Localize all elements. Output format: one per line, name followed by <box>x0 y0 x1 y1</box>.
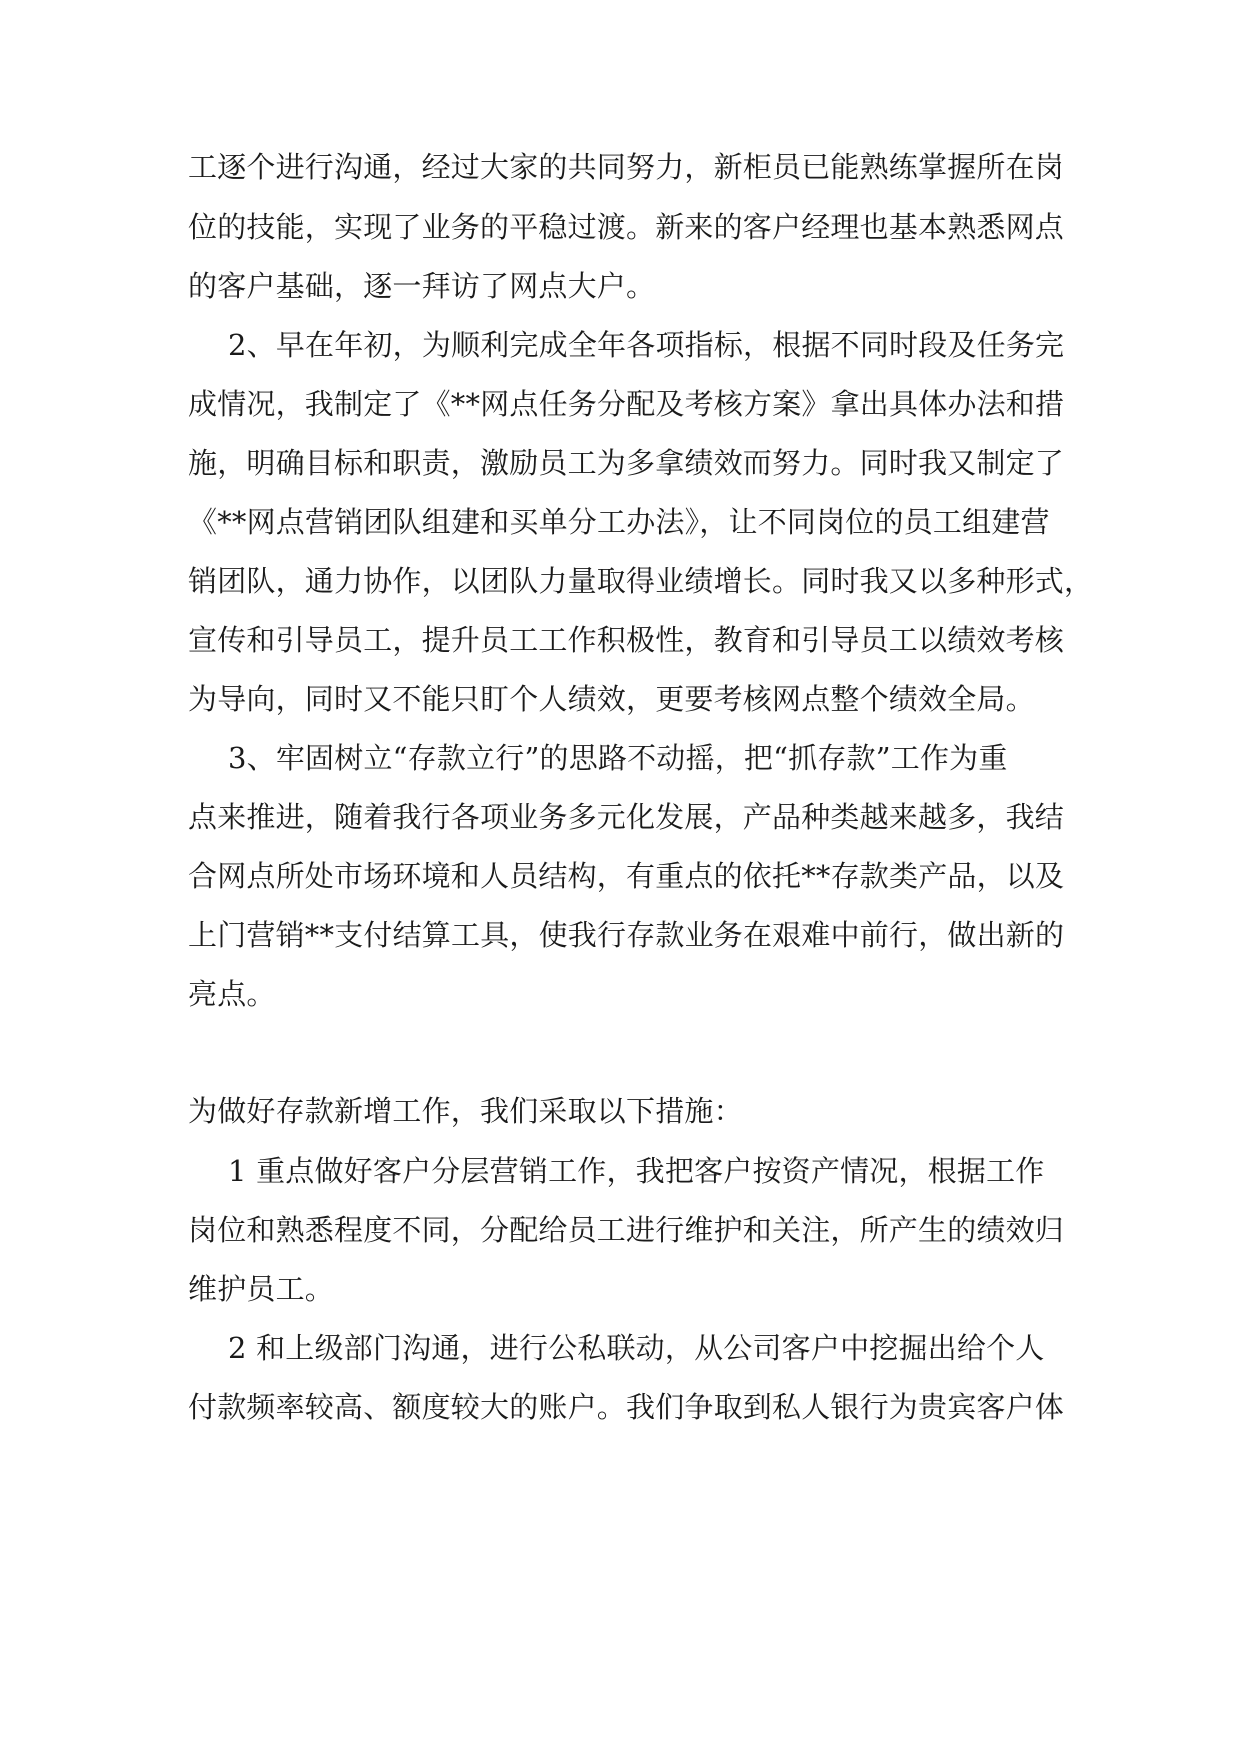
paragraph-line: 位的技能，实现了业务的平稳过渡。新来的客户经理也基本熟悉网点 <box>188 210 1065 244</box>
paragraph-line: 维护员工。 <box>188 1272 335 1306</box>
section-heading: 为做好存款新增工作，我们采取以下措施： <box>188 1094 743 1128</box>
paragraph-line: 宣传和引导员工，提升员工工作积极性，教育和引导员工以绩效考核 <box>188 623 1065 657</box>
paragraph-line: 《**网点营销团队组建和买单分工办法》，让不同岗位的员工组建营 <box>188 505 1050 539</box>
paragraph-line: 点来推进，随着我行各项业务多元化发展，产品种类越来越多，我结 <box>188 800 1065 834</box>
paragraph-line: 合网点所处市场环境和人员结构，有重点的依托**存款类产品，以及 <box>188 859 1065 893</box>
paragraph-line: 付款频率较高、额度较大的账户。我们争取到私人银行为贵宾客户体 <box>188 1390 1065 1424</box>
paragraph-line: 的客户基础，逐一拜访了网点大户。 <box>188 269 656 303</box>
paragraph-line: 上门营销**支付结算工具，使我行存款业务在艰难中前行，做出新的 <box>188 918 1065 952</box>
paragraph-line: 工逐个进行沟通，经过大家的共同努力，新柜员已能熟练掌握所在岗 <box>188 150 1065 184</box>
paragraph-line: 亮点。 <box>188 977 276 1011</box>
paragraph-line: 销团队，通力协作，以团队力量取得业绩增长。同时我又以多种形式， <box>188 564 1094 598</box>
paragraph-line: 为导向，同时又不能只盯个人绩效，更要考核网点整个绩效全局。 <box>188 682 1035 716</box>
paragraph-line: 岗位和熟悉程度不同，分配给员工进行维护和关注，所产生的绩效归 <box>188 1213 1065 1247</box>
paragraph-line: 2、早在年初，为顺利完成全年各项指标，根据不同时段及任务完 <box>228 328 1065 362</box>
paragraph-line: 2 和上级部门沟通，进行公私联动，从公司客户中挖掘出给个人 <box>228 1331 1045 1365</box>
paragraph-line: 施，明确目标和职责，激励员工为多拿绩效而努力。同时我又制定了 <box>188 446 1065 480</box>
paragraph-line: 3、牢固树立“存款立行”的思路不动摇，把“抓存款”工作为重 <box>228 741 1008 775</box>
paragraph-line: 1 重点做好客户分层营销工作，我把客户按资产情况，根据工作 <box>228 1154 1045 1188</box>
paragraph-line: 成情况，我制定了《**网点任务分配及考核方案》拿出具体办法和措 <box>188 387 1065 421</box>
